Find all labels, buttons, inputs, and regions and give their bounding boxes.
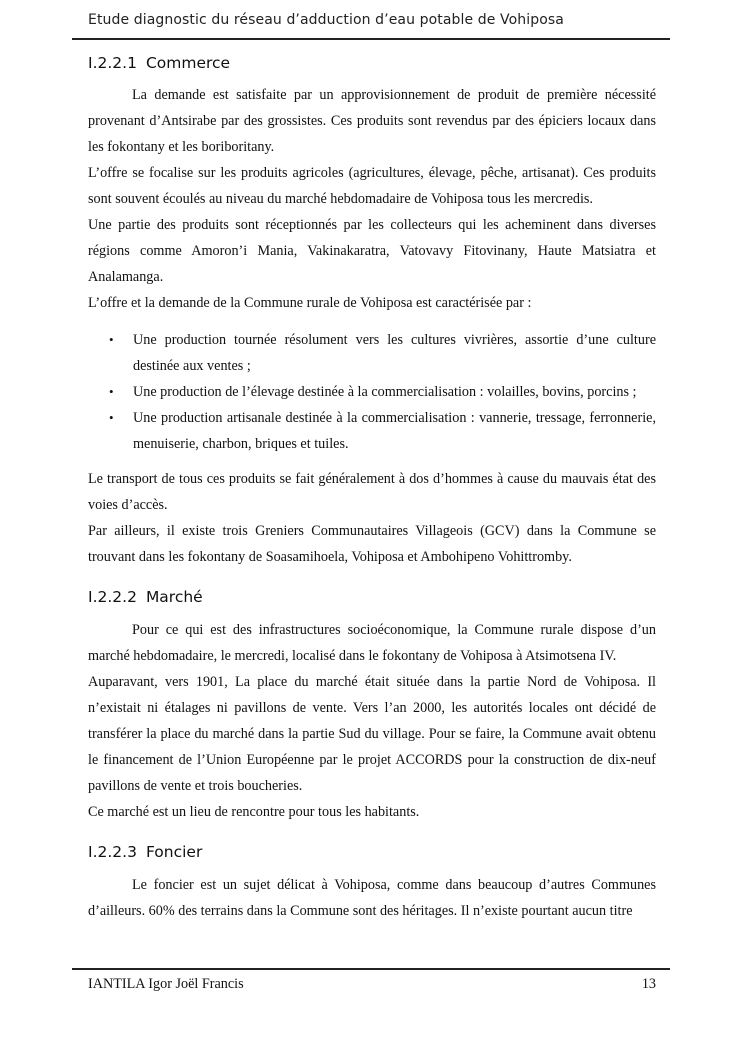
paragraph: Pour ce qui est des infrastructures socioéconomique, la Commune rurale dispose d’un marché hebdomadaire, le mercredi, localisé dans le fokontany de Vohiposa à Atsimotsena IV. — [88, 622, 656, 664]
bullet-icon: • — [109, 384, 114, 399]
paragraph: Le foncier est un sujet délicat à Vohiposa, comme dans beaucoup d’autres Communes d’ailleurs. 60% des terrains dans la Commune sont des héritages. Il n’existe pourtant aucun titre — [88, 877, 656, 919]
list-item — [109, 405, 656, 457]
list-item — [109, 327, 656, 379]
paragraph: La demande est satisfaite par un approvisionnement de produit de première nécessité provenant d’Antsirabe par des grossistes. Ces produits sont revendus par des épiciers locaux dans les fokontany et les boriboritany. — [88, 87, 656, 155]
bullet-icon: • — [109, 332, 114, 347]
section-heading-commerce — [88, 50, 656, 77]
section-title: Marché — [145, 588, 203, 606]
section-title: Commerce — [145, 54, 231, 72]
paragraph: L’offre se focalise sur les produits agricoles (agricultures, élevage, pêche, artisanat). Ces produits sont souvent écoulés au niveau du marché hebdomadaire de Vohiposa tous les mercredis. — [88, 165, 656, 207]
footer-divider — [72, 968, 670, 970]
paragraph: Auparavant, vers 1901, La place du marché était située dans la partie Nord de Vohiposa. Il n’existait ni étalages ni pavillons de vente. Vers l’an 2000, les autorités locales ont décidé de transférer la place du marché dans la partie Sud du village. Pour se faire, la Commune avait obtenu le financement de l’Union Européenne par le projet ACCORDS pour la construction de dix-neuf pavillons de vente et trois boucheries. — [88, 674, 656, 794]
page-number: 13 — [641, 976, 656, 992]
page-body — [88, 50, 656, 924]
paragraph: Ce marché est un lieu de rencontre pour tous les habitants. — [88, 804, 420, 820]
list-item-text: Une production artisanale destinée à la commercialisation : vannerie, tressage, ferronnerie, menuiserie, charbon, briques et tuiles. — [133, 410, 656, 452]
paragraph: Une partie des produits sont réceptionnés par les collecteurs qui les acheminent dans diverses régions comme Amoron’i Mania, Vakinakaratra, Vatovavy Fitovinany, Haute Matsiatra et Analamanga. — [88, 217, 656, 285]
section-heading-marche — [88, 584, 656, 611]
running-header: Etude diagnostic du réseau d’adduction d’eau potable de Vohiposa — [88, 12, 564, 28]
paragraph: Le transport de tous ces produits se fait généralement à dos d’hommes à cause du mauvais état des voies d’accès. — [88, 471, 656, 513]
section-number: I.2.2.1 — [88, 54, 137, 72]
list-item — [109, 379, 656, 405]
list-item-text: Une production tournée résolument vers les cultures vivrières, assortie d’une culture destinée aux ventes ; — [133, 332, 656, 374]
bullet-list — [88, 327, 656, 457]
section-heading-foncier — [88, 839, 656, 866]
list-item-text: Une production de l’élevage destinée à la commercialisation : volailles, bovins, porcins ; — [133, 384, 637, 400]
bullet-icon: • — [109, 410, 114, 425]
footer-author: IANTILA Igor Joël Francis — [88, 976, 244, 992]
header-divider — [72, 38, 670, 40]
section-title: Foncier — [145, 843, 203, 861]
section-number: I.2.2.2 — [88, 588, 137, 606]
paragraph: Par ailleurs, il existe trois Greniers Communautaires Villageois (GCV) dans la Commune se trouvant dans les fokontany de Soasamihoela, Vohiposa et Ambohipeno Vohittromby. — [88, 523, 656, 565]
paragraph: L’offre et la demande de la Commune rurale de Vohiposa est caractérisée par : — [88, 295, 532, 311]
section-number: I.2.2.3 — [88, 843, 137, 861]
